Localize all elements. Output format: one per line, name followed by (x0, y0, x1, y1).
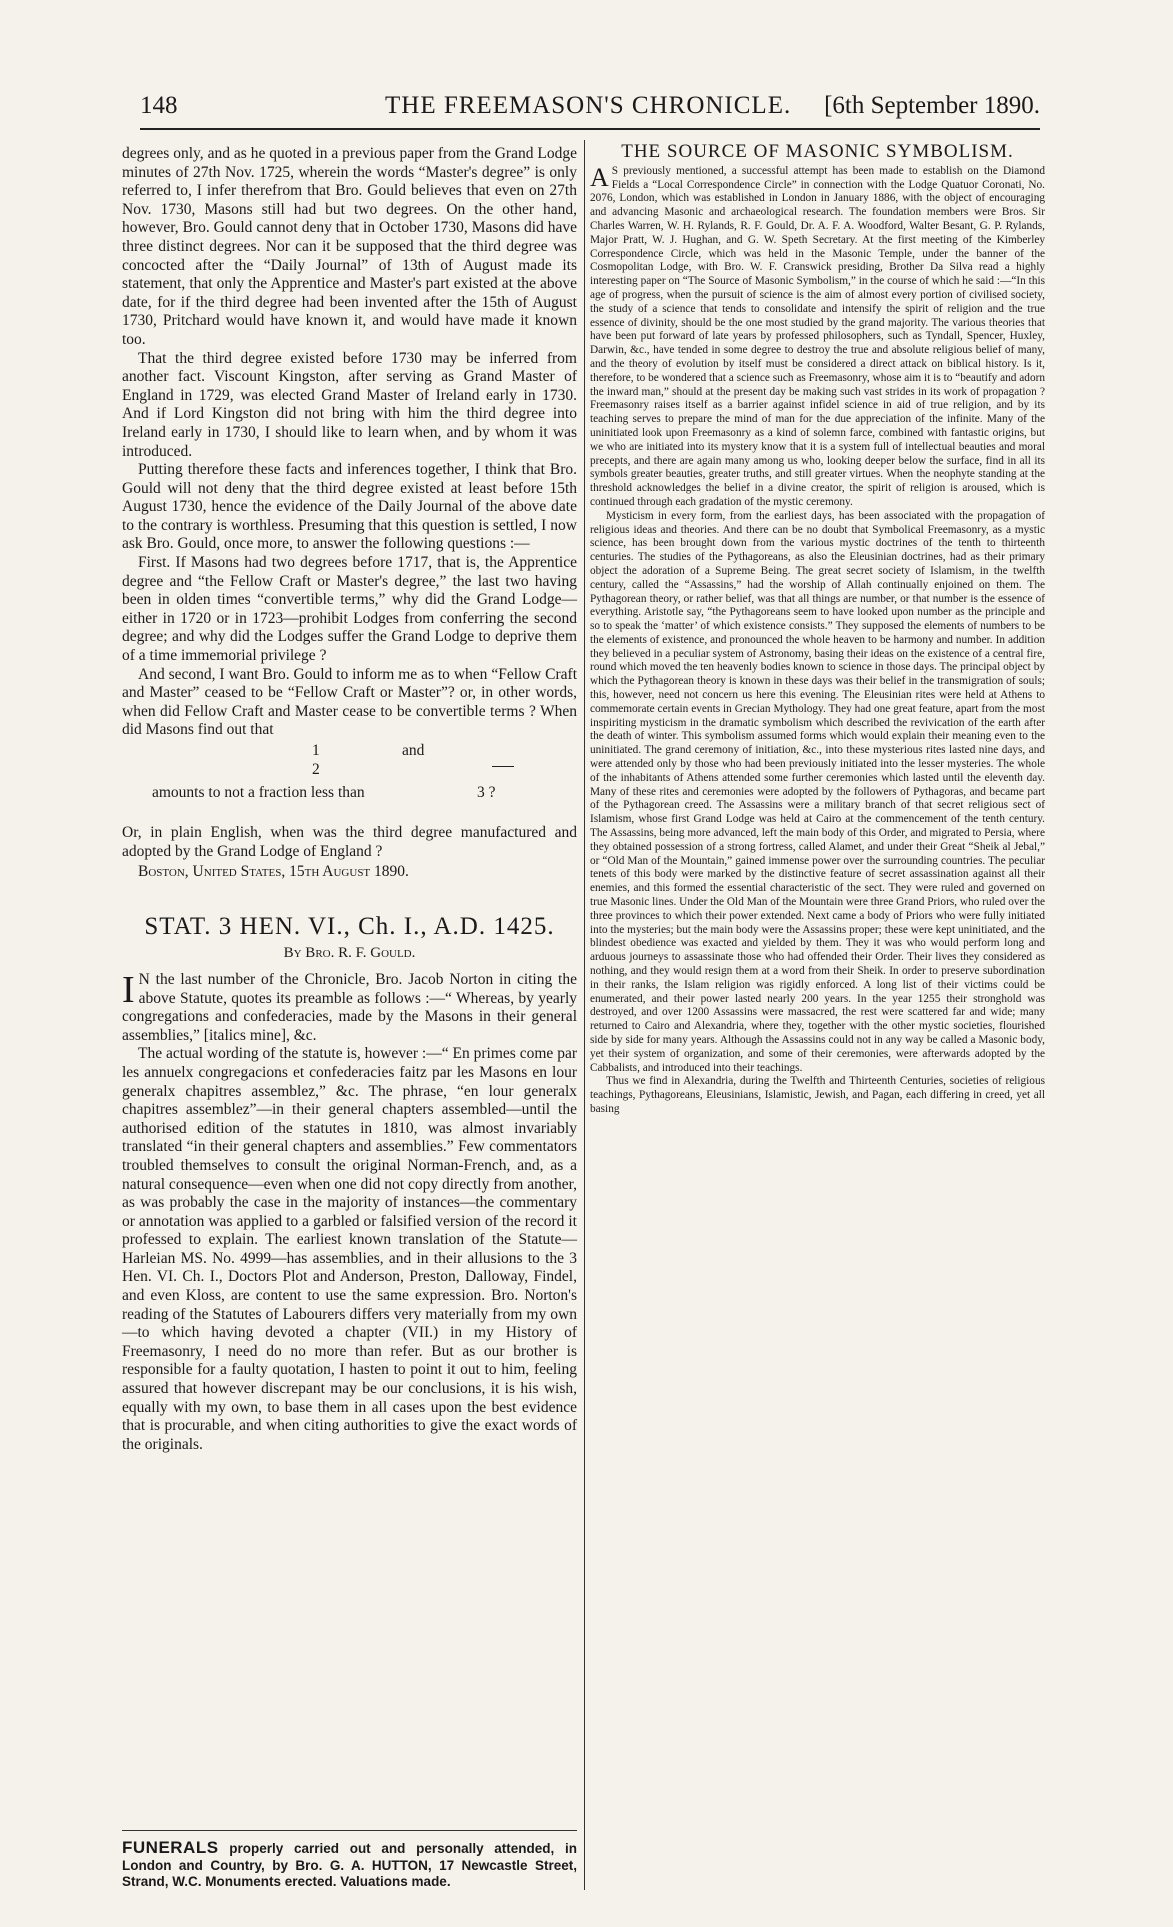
byline: By Bro. R. F. Gould. (283, 945, 416, 962)
letter-paragraph: degrees only, and as he quoted in a previous paper from the Grand Lodge minutes of 27th Nov. 1725, wherein the words “Master's degree” is only referred to, I infer therefrom that Bro. Gould believes that even on 27th Nov. 1730, Masons still had but two degrees. On the other hand, however, Bro. Gould cannot deny that in October 1730, Masons did have three distinct degrees. Nor can it be supposed that the third degree was concocted after the “Daily Journal” of 13th of August made its statement, that only the Apprentice and Master's part existed at the above date, for if the third degree had been invented after the 15th of August 1730, Pritchard would have known it, and would have made it known too. (122, 145, 577, 348)
drop-cap: I (122, 968, 135, 1011)
column-divider (584, 140, 585, 1890)
advertisement-rule (122, 1830, 577, 1831)
right-column (590, 141, 1045, 1117)
article-paragraph (122, 968, 577, 1045)
fraction-bar (492, 766, 514, 767)
fraction-two: 2 (312, 760, 320, 778)
fraction-numbers (312, 742, 512, 779)
advertisement-text: properly carried out and personally attended, in London and Country, by Bro. G. A. HUTTON, 17 Newcastle Street, Strand, W.C. Monuments erected. Valuations made. (122, 1841, 577, 1889)
fraction-line (152, 784, 572, 803)
issue-date: [6th September 1890. (824, 92, 1040, 119)
masthead-title: THE FREEMASON'S CHRONICLE. (385, 92, 792, 119)
article-title: THE SOURCE OF MASONIC SYMBOLISM. (621, 141, 1014, 162)
letter-paragraph: Putting therefore these facts and inferences together, I think that Bro. Gould will not deny that the third degree existed at least before 15th August 1730, hence the evidence of the Daily Journal of the above date to the contrary is worthless. Presuming that this question is settled, I now ask Bro. Gould, once more, to answer the following questions :— (122, 461, 577, 553)
funerals-advertisement (122, 1840, 577, 1891)
article-paragraph: Mysticism in every form, from the earliest days, has been associated with the propagation of religious ideas and theories. And there can be no doubt that Symbolical Freemasonry, as a mystic science, has been brought down from the various mystic doctrines of the tenth to thirteenth centuries. The studies of the Pythagoreans, as also the Eleusinian doctrines, had as their primary object the adoration of a Supreme Being. The great secret society of Islamism, in the twelfth century, called the “Assassins,” had the worship of Allah continually enjoined on them. The Pythagorean theory, or rather belief, was that all things are number, or that number is the essence of everything. Aristotle say, “the Pythagoreans seem to have looked upon number as the principle and so to speak the ‘matter’ of which existence consists.” They supposed the elements of numbers to be the elements of existence, and pronounced the whole heaven to be harmony and number. In addition they believed in a peculiar system of Astronomy, basing their ideas on the existence of a central fire, round which moved the ten heavenly bodies known to science in those days. The principal object by which the Pythagorean theory is known in these days was their belief in the transmigration of souls; this, however, need not concern us here this evening. The Eleusinian rites were held at Athens to commemorate certain events in Grecian Mythology. They had one great feature, apart from the most inspiriting mysticism in the dramatic symbolism which described the revivication of the earth after the death of winter. This symbolism assumed forms which would explain their meaning even to the uninitiated. The grand ceremony of initiation, &c., into these mysterious rites lasted nine days, and were attended only by those who had been previously initiated into the lesser mysteries. The whole of the inhabitants of Athens attended some further ceremonies which lasted until the eleventh day. Many of these rites and ceremonies were adopted by the followers of Pythagoras, and became part of the Pythagorean creed. The Assassins were a military branch of that secret religious sect of Islamism, whose first Grand Lodge was held at Cairo at the commencement of the tenth century. The Assassins, being more advanced, left the main body of this Order, and migrated to Persia, where they obtained possession of a strong fortress, called Alamet, and under their Great “Sheik al Jebal,” or “Old Man of the Mountain,” gained immense power over the surrounding countries. The peculiar tenets of this body were marked by the distinctive feature of secret assassination against all their enemies, and this formed the essential characteristic of the sect. They were ruled and governed on true Masonic lines. Under the Old Man of the Mountain were three Grand Priors, who ruled over the three provinces to which their power extended. Next came a body of Priors who were fully initiated into the mysteries; but the main body were the Assassins proper; these were kept uninitiated, and the blindest obedience was exacted and yielded by them. They it was who would perform long and arduous journeys to assassinate those who had offended their Order. Their lives they considered as nothing, and they would resign them at a word from their Sheik. In order to preserve subordination in their ranks, the Islam religion was rigidly enforced. A long list of their victims could be enumerated, and their power lasted nearly 200 years. In the year 1255 their stronghold was destroyed, and over 1200 Assassins were massacred, the rest were scattered far and wide; many returned to Cairo and Alexandria, where they, together with the other mystic societies, flourished side by side for many years. Although the Assassins could not in any way be called a Masonic body, yet their system of organization, and some of their ceremonies, were afterwards adopted by the Cabbalists, and introduced into their teachings. (590, 509, 1045, 1074)
advertisement-heading: FUNERALS (122, 1838, 219, 1857)
letter-paragraph: First. If Masons had two degrees before 1717, that is, the Apprentice degree and “the Fellow Craft or Master's degree,” the last two having been in olden times “convertible terms,” why did the Grand Lodge—either in 1720 or in 1723—prohibit Lodges from conferring the second degree; and why did the Lodges suffer the Grand Lodge to deprive them of a time immemorial privilege ? (122, 554, 577, 665)
article-paragraph-text: N the last number of the Chronicle, Bro. Jacob Norton in citing the above Statute, quotes its preamble as follows :—“ Whereas, by yearly congregations and confederacies, made by the Masons in their general assemblies,” [italics mine], &c. (122, 970, 577, 1044)
article-paragraph: Thus we find in Alexandria, during the Twelfth and Thirteenth Centuries, societies of religious teachings, Pythagoreans, Eleusinians, Islamistic, Jewish, and Pagan, each differing in creed, yet all basing (590, 1075, 1045, 1115)
article-paragraph-text: S previously mentioned, a successful attempt has been made to establish on the Diamond Fields a “Local Correspondence Circle” in connection with the Lodge Quatuor Coronati, No. 2076, London, which was established in London in January 1886, with the object of encouraging and advancing Masonic and archaeological research. The foundation members were Bros. Sir Charles Warren, W. H. Rylands, R. F. Gould, Dr. A. F. A. Woodford, Walter Besant, G. P. Rylands, Major Pratt, W. J. Hughan, and G. W. Speth Secretary. At the first meeting of the Kimberley Correspondence Circle, which was held in the Masonic Temple, under the banner of the Cosmopolitan Lodge, with Bro. W. F. Cranswick presiding, Brother Da Silva read a highly interesting paper on “The Source of Masonic Symbolism,” in the course of which he said :—“In this age of progress, when the pursuit of science is the aim of almost every portion of civilised society, the study of a science that tends to consolidate and intensify the spirit of religion and the true essence of divinity, should be the one most studied by the grand majority. The various theories that have been put forward of late years by professed philosophers, such as Tyndall, Spencer, Huxley, Darwin, &c., have tended in some degree to destroy the true and absolute religious belief of many, and the theory of evolution by itself must be considered a direct attack on biblical history. Is it, therefore, to be wondered that a science such as Freemasonry, whose aim it is to “beautify and adorn the inward man,” should at the present day be making such vast strides in its work of propagation ? Freemasonry raises itself as a barrier against infidel science in aid of true religion, and by its teaching serves to prepare the mind of man for the due appreciation of the infinite. Many of the uninitiated look upon Freemasonry as a kind of solemn farce, combined with fantastic origins, but we who are initiated into its mystery know that it is a system full of intellectual beauties and moral precepts, and there are again many among us who, looking deeper below the surface, find in all its symbols greater beauties, greater truths, and still greater virtues. When the neophyte standing at the threshold acknowledges the belief in a divine creator, the spirit of religion is aroused, which is continued through each gradation of the mystic ceremony. (590, 164, 1045, 508)
page-number: 148 (140, 92, 178, 119)
letter-paragraph: That the third degree existed before 1730 may be inferred from another fact. Viscount Kingston, after serving as Grand Master of England in 1729, was elected Grand Master of Ireland early in 1730. And if Lord Kingston did not bring with him the third degree into Ireland early in 1730, I should like to learn when, and by whom it was introduced. (122, 349, 577, 460)
article-paragraph (590, 162, 1045, 510)
article-paragraph: The actual wording of the statute is, however :—“ En primes come par les annuelx congregacions et confederacies faitz par les Masons en lour generalx chapitres assemblez,” &c. The phrase, “en lour generalx chapitres assemblez”—in their general chapters assembled—until the authorised edition of the statutes in 1810, was almost invariably translated “in their general chapters and assemblies.” Few commentators troubled themselves to consult the original Norman-French, and, as a natural consequence—even when one did not copy directly from another, as was probably the case in the majority of instances—the commentary or annotation was applied to a garbled or falsified version of the record it professed to explain. The earliest known translation of the Statute—Harleian MS. No. 4999—has assemblies, and in their allusions to the 3 Hen. VI. Ch. I., Doctors Plot and Anderson, Preston, Dalloway, Findel, and even Kloss, are content to use the same expression. Bro. Norton's reading of the Statutes of Labourers differs very materially from my own—to which having devoted a chapter (VII.) in my History of Freemasonry, I need do no more than refer. But as our brother is responsible for a faulty quotation, I hasten to point it out to him, feeling assured that however discrepant may be our conclusions, it is his wish, equally with my own, to base them in all cases upon the best evidence that is procurable, and when citing authorities to give the exact words of the originals. (122, 1045, 577, 1453)
fraction-and: and (402, 742, 425, 759)
fraction-three: 3 ? (477, 784, 496, 801)
letter-signoff: Boston, United States, 15th August 1890. (138, 863, 409, 881)
fraction-one: 1 (312, 742, 320, 759)
header-rule (140, 128, 1040, 130)
letter-paragraph: Or, in plain English, when was the third degree manufactured and adopted by the Grand Lodge of England ? (122, 824, 577, 860)
letter-paragraph: And second, I want Bro. Gould to inform me as to when “Fellow Craft and Master” ceased to be “Fellow Craft or Master”? or, in other words, when did Fellow Craft and Master cease to be convertible terms ? When did Masons find out that (122, 665, 577, 739)
section-title: STAT. 3 HEN. VI., Ch. I., A.D. 1425. (144, 912, 555, 940)
page-header (140, 92, 1040, 122)
fraction-question (122, 742, 577, 822)
fraction-text: amounts to not a fraction less than (152, 784, 365, 801)
left-column (122, 145, 577, 1454)
drop-cap: A (590, 162, 609, 192)
